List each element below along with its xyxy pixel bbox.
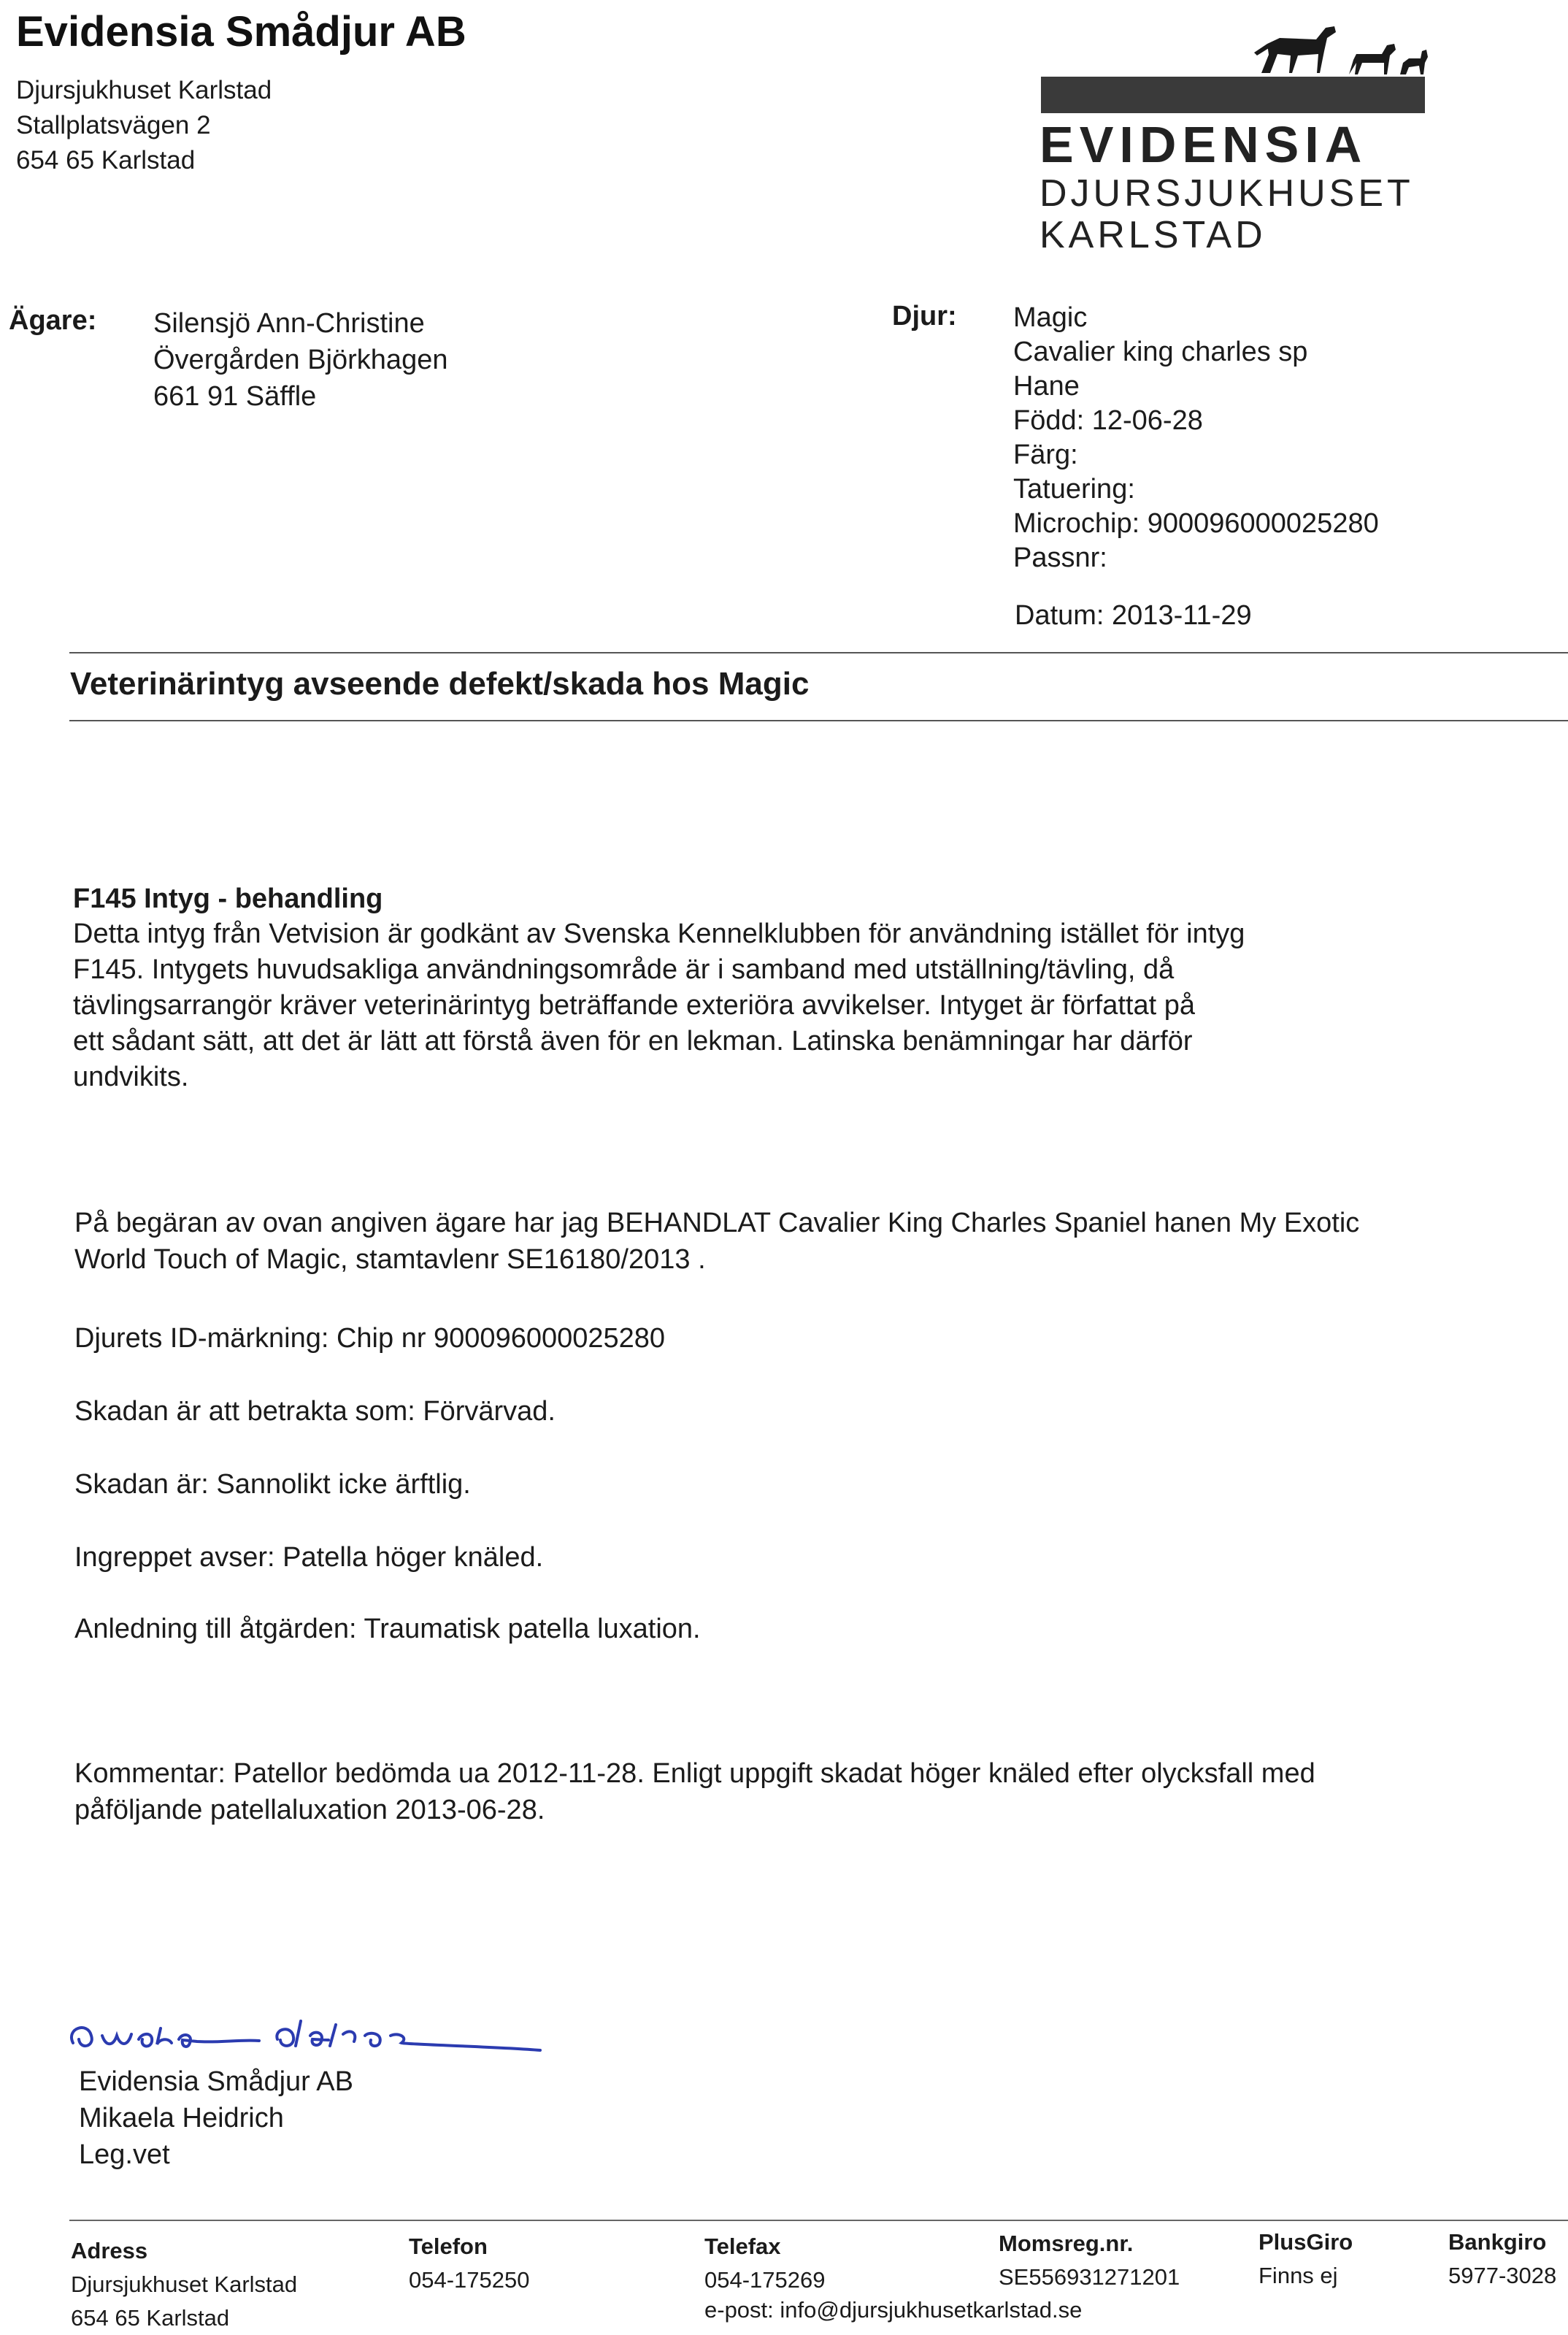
comment-line: påföljande patellaluxation 2013-06-28. (74, 1795, 545, 1825)
section-line: tävlingsarrangör kräver veterinärintyg beträffande exteriöra avvikelser. Intyget är författat på (73, 990, 1195, 1021)
comment (74, 1755, 1315, 1828)
animal-line: Microchip: 900096000025280 (1013, 508, 1379, 539)
logo-text-line: DJURSJUKHUSET (1039, 172, 1414, 215)
intro-statement (74, 1205, 1359, 1278)
footer-vat (999, 2227, 1180, 2294)
section-line: F145. Intygets huvudsakliga användningsområde är i samband med utställning/tävling, då (73, 954, 1175, 985)
damage-type: Skadan är att betrakta som: Förvärvad. (74, 1396, 556, 1427)
footer-label: Adress (71, 2238, 148, 2263)
footer-label: Telefon (409, 2234, 488, 2259)
section-line: ett sådant sätt, att det är lätt att förstå även för en lekman. Latinska benämningar har därför (73, 1026, 1193, 1057)
footer-label: PlusGiro (1258, 2229, 1353, 2255)
owner-line: 661 91 Säffle (153, 381, 317, 412)
footer-label: Bankgiro (1448, 2229, 1547, 2255)
owner-label: Ägare: (9, 305, 97, 336)
signature-line: Mikaela Heidrich (79, 2103, 284, 2133)
section-title: F145 Intyg - behandling (73, 883, 383, 914)
owner-line: Silensjö Ann-Christine (153, 308, 425, 339)
footer-phone (409, 2230, 530, 2297)
footer-plusgiro (1258, 2225, 1353, 2293)
intro-line: World Touch of Magic, stamtavlenr SE16180/2013 . (74, 1244, 706, 1275)
footer-value: 054-175250 (409, 2267, 530, 2293)
animal-label: Djur: (892, 301, 957, 331)
company-name: Evidensia Smådjur AB (16, 8, 466, 55)
footer-value: Djursjukhuset Karlstad (71, 2271, 298, 2297)
logo-text-line: EVIDENSIA (1039, 116, 1368, 173)
footer-value: 5977-3028 (1448, 2263, 1557, 2288)
animal-line: Tatuering: (1013, 474, 1135, 505)
animal-line: Magic (1013, 302, 1088, 333)
logo-text-line: KARLSTAD (1039, 214, 1267, 256)
certificate-title: Veterinärintyg avseende defekt/skada hos Magic (70, 666, 810, 702)
reason: Anledning till åtgärden: Traumatisk patella luxation. (74, 1614, 701, 1644)
section-line: Detta intyg från Vetvision är godkänt av Svenska Kennelklubben för användning istället för intyg (73, 919, 1245, 949)
company-address-line: 654 65 Karlstad (16, 146, 196, 175)
animal-line: Hane (1013, 371, 1080, 402)
handwritten-signature (58, 1999, 642, 2072)
divider (69, 720, 1568, 721)
id-marking: Djurets ID-märkning: Chip nr 900096000025280 (74, 1323, 666, 1354)
owner-line: Övergården Björkhagen (153, 345, 448, 375)
animal-line: Färg: (1013, 440, 1078, 470)
signature-line: Evidensia Smådjur AB (79, 2066, 353, 2097)
certificate-date: Datum: 2013-11-29 (1015, 600, 1252, 631)
logo-bar (1041, 77, 1425, 113)
clinic-logo (1035, 22, 1429, 256)
footer-value: SE556931271201 (999, 2264, 1180, 2290)
signature-line: Leg.vet (79, 2139, 170, 2170)
footer-value: 054-175269 (704, 2267, 826, 2293)
company-address-line: Djursjukhuset Karlstad (16, 76, 272, 104)
footer-divider (69, 2220, 1568, 2221)
animal-details (1013, 301, 1379, 575)
section-body (73, 916, 1402, 1095)
heredity: Skadan är: Sannolikt icke ärftlig. (74, 1469, 471, 1500)
animal-line: Cavalier king charles sp (1013, 337, 1308, 367)
owner-details (153, 305, 447, 415)
company-address-line: Stallplatsvägen 2 (16, 111, 211, 139)
horse-dog-cat-icon (1247, 22, 1429, 80)
procedure: Ingreppet avser: Patella höger knäled. (74, 1542, 544, 1573)
company-address (16, 73, 272, 178)
intro-line: På begäran av ovan angiven ägare har jag BEHANDLAT Cavalier King Charles Spaniel hanen My Exotic (74, 1208, 1360, 1238)
footer-address (71, 2234, 297, 2335)
comment-line: Kommentar: Patellor bedömda ua 2012-11-28. Enligt uppgift skadat höger knäled efter olycksfall med (74, 1758, 1315, 1789)
signature-block (79, 2063, 353, 2173)
footer-value: Finns ej (1258, 2263, 1338, 2288)
section-line: undvikits. (73, 1062, 189, 1092)
footer-label: Momsreg.nr. (999, 2231, 1134, 2256)
footer-bankgiro (1448, 2225, 1556, 2293)
animal-line: Född: 12-06-28 (1013, 405, 1203, 436)
footer-label: Telefax (704, 2234, 781, 2259)
footer-value: 654 65 Karlstad (71, 2305, 230, 2331)
footer-email: e-post: info@djursjukhusetkarlstad.se (704, 2297, 1083, 2323)
animal-line: Passnr: (1013, 542, 1107, 573)
footer-fax (704, 2230, 826, 2297)
divider (69, 652, 1568, 653)
